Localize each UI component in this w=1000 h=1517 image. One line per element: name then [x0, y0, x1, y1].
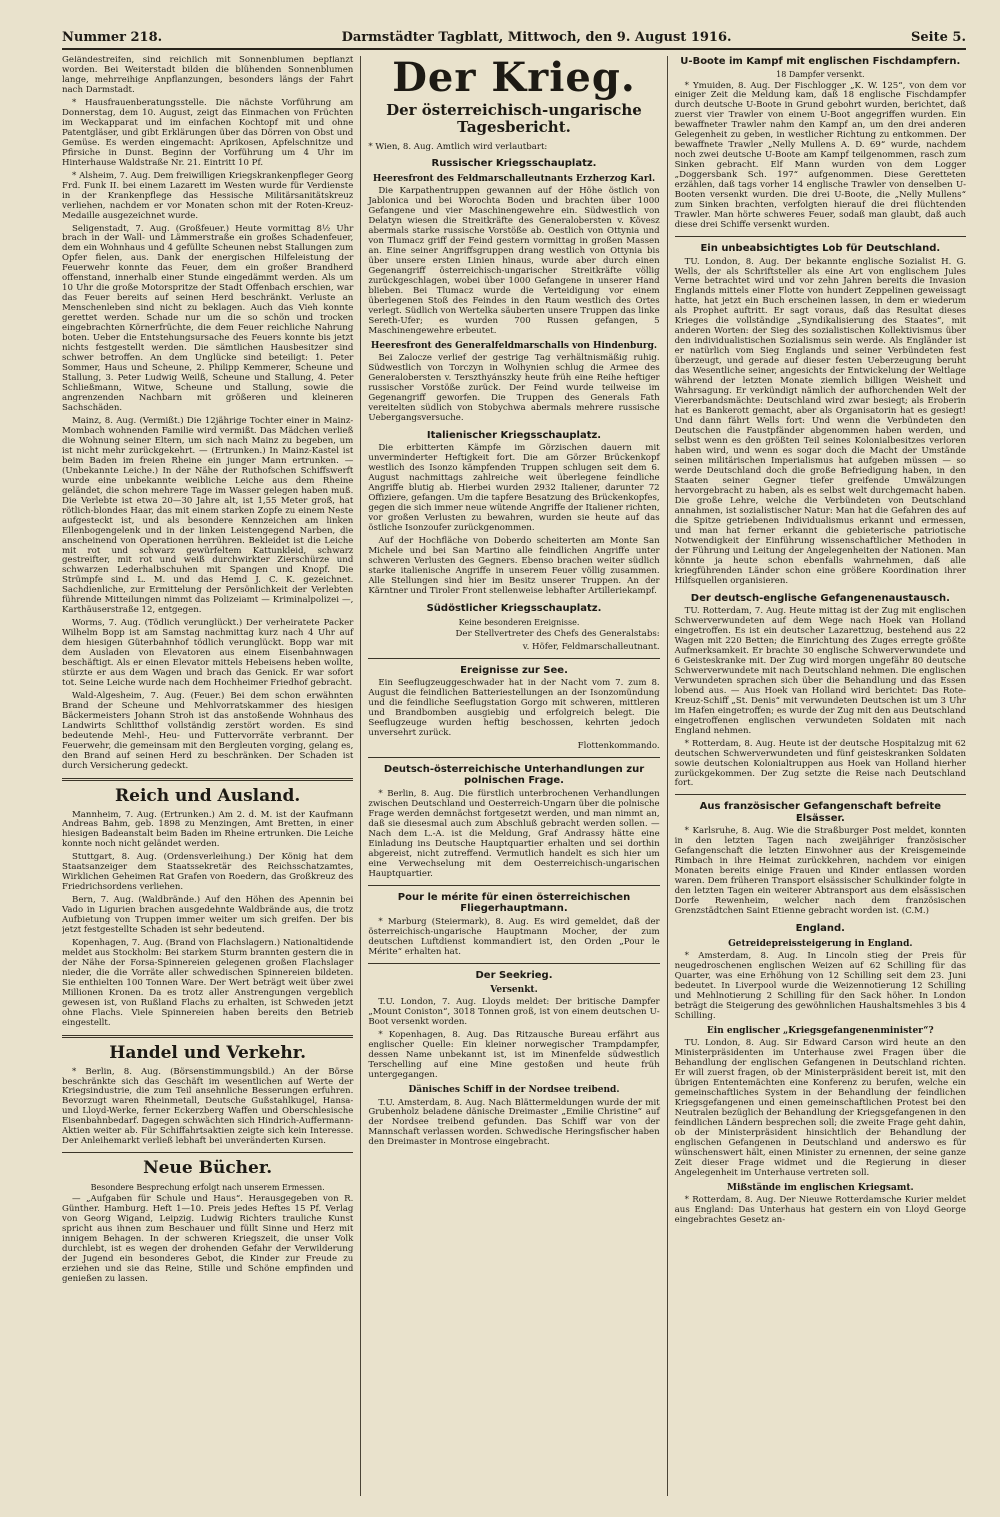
article-paragraph: T.U. London, 7. Aug. Lloyds meldet: Der britische Dampfer „Mount Coniston“, 3018 Tonnen groß, ist von einem deutschen U-Boot versenkt worden.: [368, 997, 660, 1028]
section-heading-handel: Handel und Verkehr.: [109, 1042, 307, 1063]
article-paragraph: Stuttgart, 8. Aug. (Ordensverleihung.) Der König hat dem Staatsanzeiger dem Staatssekretär des Reichsschatzamtes, Wirklichen Geheimen Rat Grafen von Roedern, das Großkreuz des Friedrichsordens verliehen.: [62, 852, 354, 893]
column-left: [62, 56, 360, 1496]
heading-pow-minister: Ein englischer „Kriegsgefangenenminister“?: [706, 1025, 934, 1036]
section-divider: [62, 778, 353, 781]
page-number: Seite 5.: [911, 30, 966, 45]
buecher-note: Besondere Besprechung erfolgt nach unserem Ermessen.: [90, 1182, 325, 1192]
article-paragraph: Worms, 7. Aug. (Tödlich verunglückt.) Der verheiratete Packer Wilhelm Bopp ist am Samstag nachmittag kurz nach 4 Uhr auf dem hiesigen Güterbahnhof tödlich verunglückt. Bopp war mit dem Ausladen von Elevatoren aus einem Eisenbahnwagen beschäftigt. Als er einen Elevator mittels Hebeisens heben wollte, stürzte er aus dem Wagen und brach das Genick. Er war sofort tot. Seine Leiche wurde nach dem Hochheimer Friedhof gebracht.: [62, 618, 354, 689]
heading-italian-theater: Italienischer Kriegsschauplatz.: [426, 429, 602, 441]
article-paragraph: Kopenhagen, 7. Aug. (Brand von Flachslagern.) Nationaltidende meldet aus Stockholm: Bei starkem Sturm brannten gestern die in der Nähe der Forsa-Spinnereien gelegenen großen Flachslager nieder, die die Vorräte aller schwedischen Spinnereien bildeten. Sie enthielten 100 Tonnen Ware. Der Wert beträgt weit über zwei Millionen Kronen. Da es trotz aller Anstrengungen vergeblich gewesen ist, von Rußland Flachs zu erhalten, ist Schweden jetzt ohne Flachs. Viele Spinnereien haben bereits den Betrieb eingestellt.: [62, 938, 354, 1028]
article-paragraph: Mannheim, 7. Aug. (Ertrunken.) Am 2. d. M. ist der Kaufmann Andreas Bahm, geb. 1898 zu Menzingen, Amt Bretten, in einer hiesigen Badeanstalt beim Baden im Rheine ertrunken. Die Leiche konnte noch nicht geländet werden.: [62, 809, 354, 850]
heading-praise-germany: Ein unbeabsichtigtes Lob für Deutschland.: [700, 243, 941, 255]
article-paragraph: — „Aufgaben für Schule und Haus“. Herausgegeben von R. Günther. Hamburg. Heft 1—10. Preis jedes Heftes 15 Pf. Verlag von Georg Wigand, Leipzig. Ludwig Richters trauliche Kunst spricht aus ihnen zum Beschauer und füllt Sinne und Herz mit innigem Behagen. In der schweren Kriegszeit, die unser Volk durchlebt, ist es wegen der drohenden Gefahr der Verwilderung der Jugend ein besonderes Gebot, die Kinder zur Freude zu erziehen und sie das Reine, Stille und Schöne empfinden und genießen zu lassen.: [62, 1193, 354, 1284]
article-paragraph: Keine besonderen Ereignisse.: [458, 617, 580, 627]
article-paragraph: Wald-Algesheim, 7. Aug. (Feuer.) Bei dem schon erwähnten Brand der Scheune und Mehlvorratskammer des hiesigen Bäckermeisters Johann Stroh ist das anstoßende Wohnhaus des Landwirts Schlitthof vollständig zerstört worden. Es sind bedeutende Mehl-, Heu- und Futtervorräte verbrannt. Der Feuerwehr, die gemeinsam mit den Bergleuten vorging, gelang es, den Brand auf seinen Herd zu beschränken. Der Schaden ist durch Versicherung gedeckt.: [62, 691, 354, 771]
signature-line: Flottenkommando.: [577, 741, 660, 752]
article-paragraph: * Karlsruhe, 8. Aug. Wie die Straßburger Post meldet, konnten in den letzten Tagen nach zweijähriger französischer Gefangenschaft die letzten Einwohner aus der Kreisgemeinde Rimbach in ihre Heimat zurückkehren, nachdem vor einigen Monaten bereits einige Frauen und Kinder entlassen worden waren. Dem früheren Transport elsässischer Schulkinder folgte in den letzten Tagen ein weiterer Abtransport aus dem elsässischen Dorfe Rewenheim, welcher nach dem französischen Grenzstädtchen Saint Etienne gebracht worden ist. (C.M.): [674, 826, 966, 917]
article-paragraph: Mainz, 8. Aug. (Vermißt.) Die 12jährige Tochter einer in Mainz-Mombach wohnenden Familie wird vermißt. Das Mädchen verließ die Wohnung seiner Eltern, um sich nach Mainz zu begeben, um ist nicht mehr zurückgekehrt. — (Ertrunken.) In Mainz-Kastel ist beim Baden im freien Rheine ein junger Mann ertrunken. — (Unbekannte Leiche.) In der Nähe der Ruthofschen Schiffswerft wurde eine unbekannte weibliche Leiche aus dem Rheine geländet, die schon mehrere Tage im Wasser gelegen haben muß. Die Verlebte ist etwa 20—30 Jahre alt, ist 1,55 Meter groß, hat rötlich-blondes Haar, das mit einem starken Zopfe zu einem Neste aufgesteckt ist, und als besondere Kennzeichen am linken Ellenbogengelenk und in der linken Leistengegend Narben, die anscheinend von Operationen herrühren. Bekleidet ist die Leiche mit rot und schwarz gewürfeltem Kattunkleid, schwarz gestreifter, mit rot und weiß durchwirkter Zierschürze und schwarzen Lederhalbschuhen mit Spangen und Knopf. Die Strümpfe sind L. M. und das Hemd J. C. K. gezeichnet. Sachdienliche, zur Ermittelung der Persönlichkeit der Verlebten führende Mitteilungen nimmt das Polizeiamt — Kriminalpolizei —, Karthäuserstraße 12, entgegen.: [62, 415, 354, 616]
heading-grain-prices: Getreidepreissteigerung in England.: [728, 938, 913, 949]
section-divider: [368, 963, 659, 964]
section-divider: [675, 794, 966, 795]
section-divider: [368, 658, 659, 659]
article-paragraph: * Rotterdam, 8. Aug. Der Nieuwe Rotterdamsche Kurier meldet aus England: Das Unterhaus hat gestern ein von Lloyd George eingebrachtes Gesetz an-: [674, 1195, 966, 1225]
section-divider: [62, 1152, 353, 1153]
article-paragraph: * Berlin, 8. Aug. Die fürstlich unterbrochenen Verhandlungen zwischen Deutschland und Oesterreich-Ungarn über die polnische Frage werden demnächst fortgesetzt werden, und man nimmt an, daß sie diesesmal auch zum Abschluß gebracht werden sollen. — Nach dem L.-A. ist die Meldung, Graf Andrassy hätte eine Einladung ins Deutsche Hauptquartier erhalten und sei dorthin abgereist, nicht zutreffend. Vermutlich handelt es sich hier um eine Verwechselung mit dem Oesterreichisch-ungarischen Hauptquartier.: [368, 788, 660, 879]
heading-war-office: Mißstände im englischen Kriegsamt.: [726, 1182, 914, 1193]
article-paragraph: T.U. Amsterdam, 8. Aug. Nach Blättermeldungen wurde der mit Grubenholz beladene dänische Dreimaster „Emilie Christine“ auf der Nordsee treibend gefunden. Das Schiff war von der Mannschaft verlassen worden. Schwedische Heringsfischer haben den Dreimaster in Montrose eingebracht.: [368, 1097, 660, 1148]
masthead: Darmstädter Tagblatt, Mittwoch, den 9. August 1916.: [341, 30, 732, 45]
signature-line: Der Stellvertreter des Chefs des Generalstabs:: [455, 628, 660, 639]
section-divider: [675, 236, 966, 237]
heading-front-karl: Heeresfront des Feldmarschalleutnants Erzherzog Karl.: [372, 173, 656, 184]
section-heading-reich: Reich und Ausland.: [115, 785, 301, 806]
article-paragraph: Die erbitterten Kämpfe im Görzischen dauern mit unverminderter Heftigkeit fort. Die am Görzer Brückenkopf westlich des Isonzo kämpfenden Truppen schlugen seit dem 6. August nachmittags zahlreiche weit überlegene feindliche Angriffe blutig ab. Hierbei wurden 2932 Italiener, darunter 72 Offiziere, gefangen. Um die tapfere Besatzung des Brückenkopfes, gegen die sich immer neue wütende Angriffe der Italiener richten, vor großen Verlusten zu bewahren, wurden sie heute auf das östliche Isonzoufer zurückgenommen.: [368, 443, 660, 534]
article-paragraph: * Berlin, 8. Aug. (Börsenstimmungsbild.) An der Börse beschränkte sich das Geschäft im wesentlichen auf Werte der Kriegsindustrie, die zum Teil ansehnliche Besserungen erfuhren. Bevorzugt waren Rheinmetall, Deutsche Gußstahlkugel, Hansa- und Lloyd-Werke, ferner Eckerzberg Waffen und Oberschlesische Eisenbahnbedarf. Dagegen schwächten sich Hindrich-Auffermann-Aktien weiter ab. Für Schiffahrtsaktien zeigte sich kein Interesse. Der Anleihemarkt verließ lebhaft bei unveränderten Kursen.: [62, 1066, 354, 1147]
article-paragraph: Auf der Hochfläche von Doberdo scheiterten am Monte San Michele und bei San Martino alle feindlichen Angriffe unter schweren Verlusten des Gegners. Ebenso brachen weiter südlich starke italienische Angriffe in unserem Feuer völlig zusammen. Alle Stellungen sind hier im Besitz unserer Truppen. An der Kärntner und Tiroler Front stellenweise lebhafter Artilleriekampf.: [368, 536, 660, 597]
article-paragraph: * Marburg (Steiermark), 8. Aug. Es wird gemeldet, daß der österreichisch-ungarische Hauptmann Mocher, der zum deutschen Luftdienst kommandiert ist, den Orden „Pour le Mérite“ erhalten hat.: [368, 916, 660, 957]
report-intro: * Wien, 8. Aug. Amtlich wird verlautbart:: [368, 141, 548, 152]
heading-prisoner-exchange: Der deutsch-englische Gefangenenaustausch.: [690, 592, 950, 604]
heading-uboote: U-Boote im Kampf mit englischen Fischdampfern.: [680, 56, 961, 67]
article-paragraph: Bern, 7. Aug. (Waldbrände.) Auf den Höhen des Apennin bei Vado in Ligurien brachen ausgedehnte Waldbrände aus, die trotz Aufbietung von Truppen immer weiter um sich greifen. Der bis jetzt festgestellte Schaden ist sehr bedeutend.: [62, 895, 354, 936]
columns: [62, 56, 966, 1496]
heading-alsatians: Aus französischer Gefangenschaft befreite Elsässer.: [699, 801, 941, 824]
heading-uboote-sub: 18 Dampfer versenkt.: [776, 69, 865, 79]
heading-england: England.: [795, 923, 845, 935]
heading-sunk: Versenkt.: [490, 985, 538, 996]
article-paragraph: * Kopenhagen, 8. Aug. Das Ritzausche Bureau erfährt aus englischer Quelle: Ein kleiner norwegischer Trampdampfer, dessen Name unbekannt ist, ist im Minenfelde südwestlich Terschelling auf eine Mine gestoßen und heute früh untergegangen.: [368, 1030, 660, 1081]
heading-southeast-theater: Südöstlicher Kriegsschauplatz.: [426, 603, 602, 614]
section-divider: [62, 1035, 353, 1038]
section-divider: [368, 757, 659, 758]
column-middle: [360, 56, 666, 1496]
main-subtitle: Der österreichisch-ungarische Tagesbericht.: [386, 101, 642, 137]
article-paragraph: * Rotterdam, 8. Aug. Heute ist der deutsche Hospitalzug mit 62 deutschen Schwerverwundeten und fünf geisteskranken Soldaten sowie deutschen Kolonialtruppen aus Hoek van Holland hierher zurückgekommen. Der Zug setzte die Reise nach Deutschland fort.: [674, 738, 966, 789]
article-paragraph: Die Karpathentruppen gewannen auf der Höhe östlich von Jablonica und bei Worochta Boden und brachten über 1000 Gefangene und vier Maschinengewehre ein. Südwestlich von Delatyn wiesen die Streitkräfte des Generalobersten v. Kövesz abermals starke russische Vorstöße ab. Oestlich von Ottynia und von Tlumacz griff der Feind gestern vormittag in großen Massen an. Eine seiner Angriffsgruppen drang westlich von Ottynia bis über unsere ersten Linien hinaus, wurde aber durch einen Gegenangriff österreichisch-ungarischer Streitkräfte völlig zurückgeschlagen, wobei über 1000 Gefangene in unserer Hand blieben. Bei Tlumacz wurde die Verteidigung vor einem überlegenen Stoß des Feindes in den Raum westlich des Ortes verlegt. Südlich von Wertelka säuberten unsere Truppen das linke Sereth-Ufer; es wurden 700 Russen gefangen, 5 Maschinengewehre erbeutet.: [368, 186, 660, 336]
heading-front-hindenburg: Heeresfront des Generalfeldmarschalls von Hindenburg.: [370, 340, 658, 351]
article-paragraph: TU. London, 8. Aug. Der bekannte englische Sozialist H. G. Wells, der als Schriftsteller als eine Art von englischem Jules Verne betrachtet wird und vor zehn Jahren bereits die Invasion Englands mittels einer Flotte von hundert Zeppelinen geweissagt hatte, hat jetzt ein Buch erscheinen lassen, in dem er wiederum als Prophet auftritt. Er sagt voraus, daß das Resultat dieses Krieges die vollständige „Syndikalisierung des Staates“, mit anderen Worten: der Sieg des sozialistischen Kollektivismus über den individualistischen Sozialismus sein werde. Als Engländer ist er natürlich vom Sieg Englands und seiner Verbündeten fest überzeugt, und gerade auf dieser festen Ueberzeugung beruht das Wesentliche seiner, angesichts der Entwickelung der Weltlage während der letzten Monate ziemlich billigen Weisheit und Wahrsagung. Er verkündigt nämlich der aufhorchenden Welt der Viererbandsmächte: Deutschland wird zwar besiegt; als Eroberin hat es Bankerott gemacht, aber als Organisatorin hat es gesiegt! Und dann fährt Wells fort: Und wenn die Verbündeten den Deutschen die Faustpfänder abgenommen haben werden, und selbst wenn es den größten Teil seines Kolonialbesitzes verloren haben wird, und wenn es sogar doch die Macht der Umstände seinen militärischen Imperialismus hat aufgeben müssen — so werde Deutschland doch die große Befriedigung haben, in den Staaten seiner Gegner tiefer greifende Umwälzungen hervorgebracht zu haben, als es selbst welt durchgemacht haben. Die große Lehre, welche die Verbündeten von Deutschland annahmen, ist sozialistischer Natur: Man hat die Gefahren des auf die Spitze getriebenen Individualismus erkannt und ermessen, und man hat ferner erkannt die gebieterische patriotische Notwendigkeit der Einführung wissenschaftlicher Methoden in der Führung und Leitung der Angelegenheiten der Nationen. Man könnte ja heute schon ebenfalls wahrnehmen, daß alle kriegführenden Länder schon eine größere Koordination ihrer Hilfsquellen organisieren.: [674, 256, 966, 586]
main-title: Der Krieg.: [392, 56, 636, 101]
article-paragraph: * Amsterdam, 8. Aug. In Lincoln stieg der Preis für neugedroschenen englischen Weizen auf 62 Schilling für das Quarter, was eine Erhöhung von 12 Schilling seit dem 23. Juni bedeutet. In Liverpool wurde die Weizennotierung 12 Schilling und Mehlnotierung 2 Schilling für den Sack höher. In London beträgt die Steigerung des gewöhnlichen Haushaltsmehles 3 bis 4 Schilling.: [674, 951, 966, 1021]
heading-sea-events: Ereignisse zur See.: [460, 664, 568, 676]
article-paragraph: Geländestreifen, sind reichlich mit Sonnenblumen bepflanzt worden. Bei Weiterstadt bilden die blühenden Sonnenblumen lange, mehrreihige Anpflanzungen, besonders längs der Fahrt nach Darmstadt.: [62, 56, 354, 95]
article-paragraph: * Ymuiden, 8. Aug. Der Fischlogger „K. W. 125“, von dem vor einiger Zeit die Meldung kam, daß 18 englische Fischdampfer durch deutsche U-Boote in Grund gebohrt wurden, berichtet, daß zuerst vier Trawler von einem U-Boot angegriffen wurden. Ein bewaffneter Trawler nahm den Kampf an, um den drei anderen Gelegenheit zu geben, in westlicher Richtung zu entkommen. Der bewaffnete Trawler „Nelly Mullens A. D. 69“ wurde, nachdem noch zwei deutsche U-Boote am Kampf teilgenommen, rasch zum Sinken gebracht. Elf Mann wurden von dem Logger „Doggersbank Sch. 197“ aufgenommen. Diese Geretteten erzählen, daß tags vorher 14 englische Trawler von denselben U-Booten versenkt wurden. Die drei U-Boote, die „Nelly Mullens“ zum Sinken brachten, verfolgten hierauf die drei flüchtenden Trawler. Man hörte schweres Feuer, sodaß man glaubt, daß auch diese drei Schiffe versenkt wurden.: [674, 80, 966, 231]
running-head: [62, 30, 966, 50]
heading-russian-theater: Russischer Kriegsschauplatz.: [431, 158, 597, 170]
article-paragraph: TU. London, 8. Aug. Sir Edward Carson wird heute an den Ministerpräsidenten im Unterhause zwei Fragen über die Behandlung der englischen Gefangenen in Deutschland richten. Er will zuerst fragen, ob der Ministerpräsident bereit ist, mit den übrigen Ententemächten eine Konferenz zu berufen, welche ein gemeinschaftliches System in der Behandlung der feindlichen Kriegsgefangenen und einen gemeinschaftlichen Protest bei den Neutralen bezüglich der Behandlung der Kriegsgefangenen in den feindlichen Ländern besprechen soll; die zweite Frage geht dahin, ob der Ministerpräsident hinsichtlich der Behandlung der englischen Gefangenen in Deutschland und anderswo es für wünschenswert hält, einen Minister zu ernennen, der seine ganze Zeit dieser Frage widmet und die Regierung in dieser Angelegenheit im Unterhause vertreten soll.: [674, 1038, 966, 1178]
heading-polish-question: Deutsch-österreichische Unterhandlungen zur polnischen Frage.: [383, 763, 645, 787]
section-heading-buecher: Neue Bücher.: [143, 1158, 273, 1179]
issue-number: Nummer 218.: [62, 30, 163, 45]
article-paragraph: Ein Seeflugzeuggeschwader hat in der Nacht vom 7. zum 8. August die feindlichen Batteriestellungen an der Isonzomündung und die feindliche Seeflugstation Gorgo mit schweren, mittleren und Brandbomben ausgiebig und erfolgreich belegt. Die Seeflugzeuge wurden heftig beschossen, kehrten jedoch unversehrt zurück.: [368, 678, 660, 739]
article-paragraph: TU. Rotterdam, 7. Aug. Heute mittag ist der Zug mit englischen Schwerverwundeten auf dem Wege nach Hoek van Holland eingetroffen. Es ist ein deutscher Lazarettzug, bestehend aus 22 Wagen mit 220 Betten; die Einrichtung des Zuges erregte größte Aufmerksamkeit. Er brachte 30 englische Schwerverwundete und 6 Geisteskranke mit. Der Zug wird morgen ungefähr 80 deutsche Schwerverwundete mit nach Deutschland nehmen. Die englischen Verwundeten sprachen sich über die Behandlung und das Essen lobend aus. — Aus Hoek van Holland wird berichtet: Das Rote-Kreuz-Schiff „St. Denis“ mit verwundeten Deutschen ist um 3 Uhr im Hafen eingetroffen; es wurde der Zug mit den aus Deutschland eingetroffenen englischen verwundeten Soldaten mit nach England nehmen.: [674, 606, 966, 736]
section-divider: [368, 885, 659, 886]
heading-danish-ship: Dänisches Schiff in der Nordsee treibend.: [408, 1085, 620, 1096]
heading-pour-le-merite: Pour le mérite für einen österreichischen Fliegerhauptmann.: [397, 891, 631, 915]
column-right: [667, 56, 966, 1496]
heading-naval-war: Der Seekrieg.: [475, 969, 553, 981]
article-paragraph: Seligenstadt, 7. Aug. (Großfeuer.) Heute vormittag 8½ Uhr brach in der Wall- und Lämmerstraße ein großes Schadenfeuer, dem ein Wohnhaus und 4 gefüllte Scheunen nebst Stallungen zum Opfer fielen, aus. Dank der energischen Hilfeleistung der Feuerwehr konnte das Feuer, dem ein großer Brandherd offenstand, innerhalb einer Stunde eingedämmt werden. Als um 10 Uhr die große Motorspritze der Stadt Offenbach erschien, war das Feuer bereits auf seinen Herd beschränkt. Verluste an Menschenleben sind nicht zu beklagen. Auch das Vieh konnte gerettet werden. Schade nur um die so schön und trocken eingebrachten Körnerfrüchte, die dem Feuer reichliche Nahrung boten. Ueber die Entstehungsursache des Feuers konnte bis jetzt nichts festgestellt werden. Die sämtlichen Hausbesitzer sind schwer betroffen. An dem Unglücke sind beteiligt: 1. Peter Sommer, Haus und Scheune, 2. Philipp Kemmerer, Scheune und Stallung, 3. Peter Ludwig Weilß, Scheune und Stallung, 4. Peter Schließmann, Witwe, Scheune und Stallung, sowie die angrenzenden Nachbarn mit größeren und kleineren Sachschäden.: [62, 223, 354, 413]
article-paragraph: * Alsheim, 7. Aug. Dem freiwilligen Kriegskrankenpfleger Georg Frd. Funk II. bei einem Lazarett im Westen wurde für Verdienste in der Krankenpflege das Hessische Militärsanitätskreuz verliehen, nachdem er vor Monaten schon mit der Roten-Kreuz-Medaille ausgezeichnet wurde.: [62, 170, 354, 221]
article-paragraph: Bei Zalocze verlief der gestrige Tag verhältnismäßig ruhig. Südwestlich von Torczyn in Wolhynien schlug die Armee des Generalobersten v. Terszthyánszky heute früh eine Reihe heftiger russischer Vorstöße zurück. Der Feind wurde teilweise im Gegenangriff geworfen. Die Truppen des Generals Fath vereitelten südlich von Stobychwa abermals mehrere russische Uebergangsversuche.: [368, 353, 660, 423]
signature-line: v. Höfer, Feldmarschalleutnant.: [522, 641, 660, 652]
article-paragraph: * Hausfrauenberatungsstelle. Die nächste Vorführung am Donnerstag, dem 10. August, zeigt das Einmachen von Früchten im Weckapparat und im einfachen Kochtopf mit und ohne Patentgläser, und gibt Erklärungen über das Dörren von Obst und Gemüse. Es werden eingemacht: Aprikosen, Apfelschnitze und Pfirsiche in Dunst. Beginn der Vorführung um 4 Uhr im Hinterhause Waldstraße Nr. 21. Eintritt 10 Pf.: [62, 97, 354, 168]
